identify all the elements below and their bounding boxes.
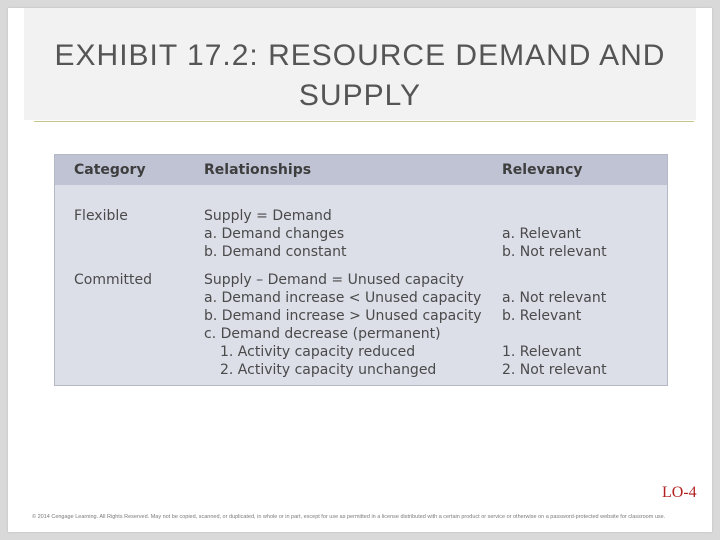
title-line-2: SUPPLY (298, 79, 422, 112)
header-relationships: Relationships (204, 162, 312, 178)
exhibit-table (54, 154, 668, 386)
header-category: Category (74, 162, 146, 178)
row-flexible-relationship: b. Demand constant (204, 244, 347, 260)
row-committed-relevancy: b. Relevant (502, 308, 582, 324)
row-committed-relationship: 1. Activity capacity reduced (220, 344, 416, 360)
header-relevancy: Relevancy (502, 162, 583, 178)
row-flexible-relevancy: b. Not relevant (502, 244, 607, 260)
learning-objective-label: LO-4 (662, 484, 697, 501)
row-flexible-relevancy: a. Relevant (502, 226, 581, 242)
title-line-1: EXHIBIT 17.2: RESOURCE DEMAND AND (54, 39, 666, 72)
row-committed-relevancy: 2. Not relevant (502, 362, 607, 378)
title-divider (34, 121, 694, 122)
row-flexible-relationship: a. Demand changes (204, 226, 345, 242)
row-committed-relationship: b. Demand increase > Unused capacity (204, 308, 482, 324)
row-committed-relevancy: a. Not relevant (502, 290, 607, 306)
slide (8, 8, 712, 532)
row-committed-relationship: 2. Activity capacity unchanged (220, 362, 437, 378)
row-flexible-category: Flexible (74, 208, 128, 224)
copyright-notice: © 2014 Cengage Learning. All Rights Reserved. May not be copied, scanned, or duplicated, in whole or in part, except for use as permitted in a license distributed with a certain product or service or otherwise on a password-protected website for classroom use. (32, 514, 666, 520)
row-flexible-relationship: Supply = Demand (204, 208, 332, 224)
slide-title (24, 36, 696, 116)
row-committed-relationship: Supply – Demand = Unused capacity (204, 272, 464, 288)
row-committed-relevancy: 1. Relevant (502, 344, 582, 360)
row-committed-category: Committed (74, 272, 152, 288)
row-committed-relationship: c. Demand decrease (permanent) (204, 326, 441, 342)
row-committed-relationship: a. Demand increase < Unused capacity (204, 290, 482, 306)
